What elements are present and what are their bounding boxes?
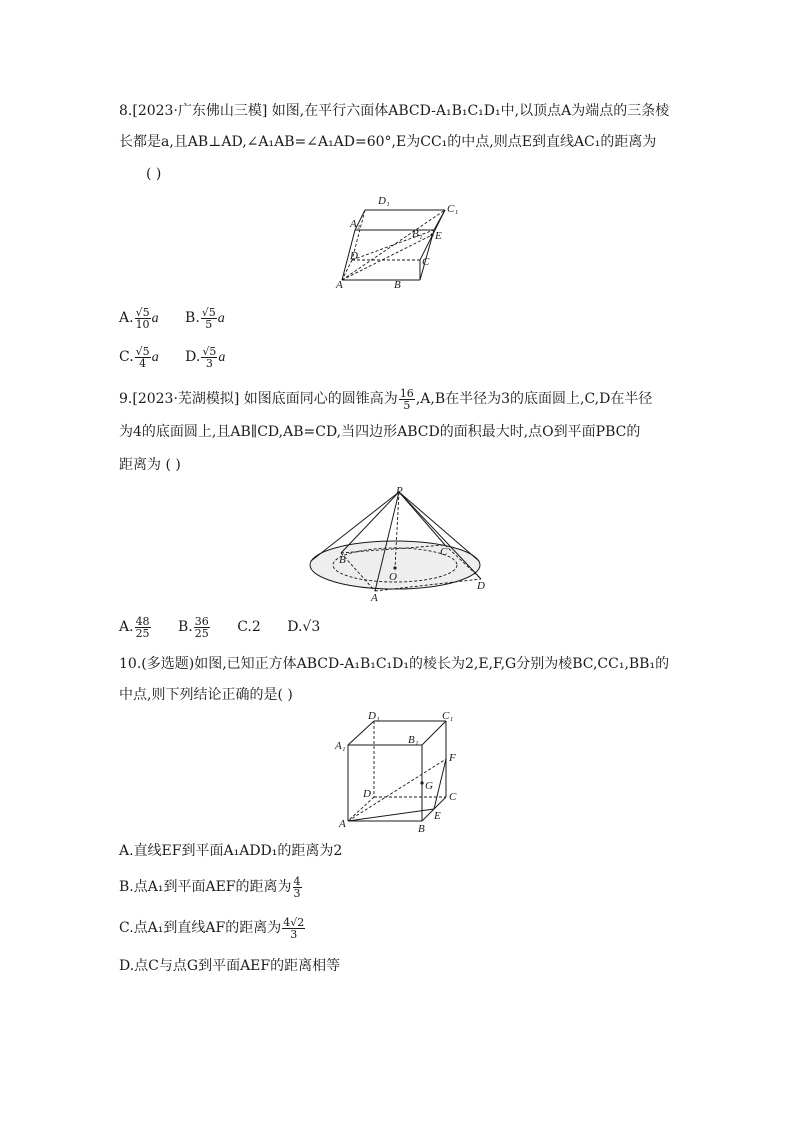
q9-line3: 距离为 ( ) xyxy=(119,457,181,473)
q8-option-c[interactable]: C. $\frac{√5}{4}$ a xyxy=(119,344,159,370)
q10-cube-figure xyxy=(334,707,464,835)
q8-parallelepiped-figure xyxy=(330,192,470,292)
q8-options-row2 xyxy=(119,345,247,370)
label-e: E xyxy=(435,230,442,242)
label-a1: A₁ xyxy=(335,740,346,752)
label-b: B xyxy=(394,279,401,291)
q8-option-a[interactable]: A. $\frac{√5}{10}$ a xyxy=(119,305,159,331)
label-c1: C₁ xyxy=(447,203,459,215)
label-a1: A₁ xyxy=(350,218,361,230)
label-o: O xyxy=(389,571,397,583)
q8-answer-blank: ( ) xyxy=(146,166,162,182)
label-a: A xyxy=(371,592,378,603)
label-a: A xyxy=(339,818,346,830)
label-d: D xyxy=(477,580,485,592)
label-d: D xyxy=(363,788,371,800)
q8-option-d[interactable]: D. $\frac{√5}{3}$ a xyxy=(185,344,226,370)
point-e xyxy=(430,233,433,236)
point-o xyxy=(393,566,396,569)
q9-cone-figure xyxy=(303,483,493,603)
q10-line1: 10.(多选题)如图,已知正方体ABCD-A₁B₁C₁D₁的棱长为2,E,F,G分别为棱BC,CC₁,BB₁的 xyxy=(119,656,670,672)
q10-option-a[interactable]: A.直线EF到平面A₁ADD₁的距离为2 xyxy=(119,843,343,859)
label-d1: D₁ xyxy=(368,710,380,722)
edge-d1a1 xyxy=(348,721,374,745)
label-c: C xyxy=(422,256,430,268)
label-f: F xyxy=(449,752,456,764)
q10-line2: 中点,则下列结论正确的是( ) xyxy=(119,687,293,703)
q10-option-b[interactable]: B.点A₁到平面AEF的距离为 $\frac{4}{3}$ xyxy=(119,874,301,900)
label-b1: B₁ xyxy=(412,228,423,240)
q9-option-b[interactable]: B. $\frac{36}{25}$ xyxy=(178,614,209,640)
q9-option-c[interactable]: C.2 xyxy=(237,619,261,635)
label-b1: B₁ xyxy=(408,734,419,746)
q9-line1: 9.[2023·芜湖模拟] 如图底面同心的圆锥高为 $\frac{16}{5}$ ,A,B在半径为3的底面圆上,C,D在半径 xyxy=(119,386,653,412)
label-g: G xyxy=(425,780,433,792)
label-d: D xyxy=(350,250,358,262)
label-d1: D₁ xyxy=(378,195,390,207)
edge-da xyxy=(348,797,374,821)
q9-option-a[interactable]: A. $\frac{48}{25}$ xyxy=(119,614,150,640)
label-e: E xyxy=(434,810,441,822)
q8-line2: 长都是a,且AB⊥AD,∠A₁AB=∠A₁AD=60°,E为CC₁的中点,则点E到直线AC₁的距离为 xyxy=(119,134,657,150)
label-c: C xyxy=(440,546,448,558)
seg-ae xyxy=(348,809,434,821)
q10-option-c[interactable]: C.点A₁到直线AF的距离为 $\frac{4√2}{3}$ xyxy=(119,915,305,941)
q8-option-b[interactable]: B. $\frac{√5}{5}$ a xyxy=(185,305,225,331)
edge-pc xyxy=(399,492,445,545)
q10-option-d[interactable]: D.点C与点G到平面AEF的距离相等 xyxy=(119,958,341,974)
label-p: P xyxy=(396,485,403,497)
q9-line2: 为4的底面圆上,且AB∥CD,AB=CD,当四边形ABCD的面积最大时,点O到平面PBC的 xyxy=(119,424,641,440)
label-c: C xyxy=(449,791,457,803)
q9-option-d[interactable]: D.√3 xyxy=(287,619,321,635)
label-a: A xyxy=(336,279,343,291)
seg-ef xyxy=(434,759,446,809)
edge-c1b1 xyxy=(422,721,446,745)
label-b: B xyxy=(418,823,425,835)
q9-options xyxy=(119,614,342,640)
label-b: B xyxy=(339,554,346,566)
label-c1: C₁ xyxy=(442,710,454,722)
point-g xyxy=(420,781,423,784)
q8-line1: 8.[2023·广东佛山三模] 如图,在平行六面体ABCD-A₁B₁C₁D₁中,以顶点A为端点的三条棱 xyxy=(119,103,670,119)
q8-options-row1 xyxy=(119,306,247,331)
